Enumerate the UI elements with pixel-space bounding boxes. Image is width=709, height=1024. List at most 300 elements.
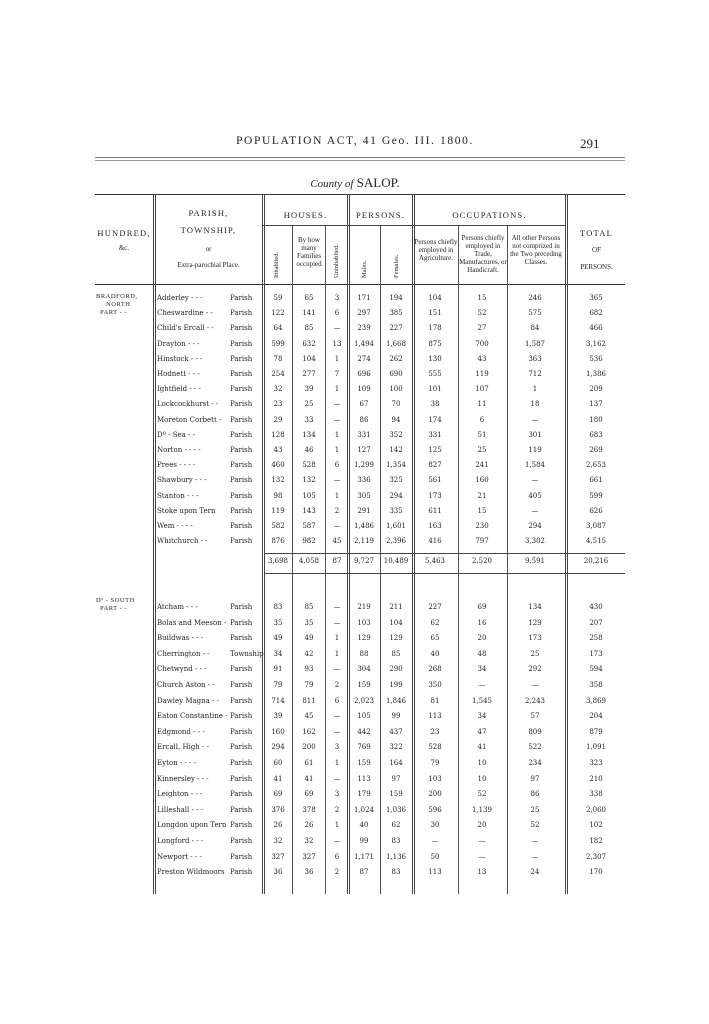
cell-uninhab: 1 [334,446,340,454]
cell-inhab: 60 [273,759,283,767]
cell-other: 173 [528,634,542,643]
parish-name: Longdon upon Tern [157,821,227,830]
parish-header: PARISH, [188,208,229,218]
cell-inhab: 79 [273,681,283,689]
cell-total: 1,386 [585,370,607,378]
cell-females: 690 [389,370,403,378]
county-title [200,175,510,191]
cell-fam: 132 [302,476,316,485]
table-row [0,712,709,728]
cell-males: 304 [357,665,371,674]
total-uninhab: 87 [332,557,342,565]
place-type: Parish [230,294,253,302]
cell-trade: 34 [477,712,487,721]
cell-trade: 27 [477,324,487,333]
cell-uninhab: — [333,415,341,424]
cell-agri: 30 [430,821,440,830]
table-row [0,355,709,371]
place-type: Parish [230,461,253,470]
cell-males: 40 [359,821,369,830]
cell-females: 294 [389,491,403,500]
total-of-header: OF [592,246,601,254]
cell-inhab: 91 [273,665,283,674]
cell-females: 437 [389,727,403,736]
cell-trade: 41 [477,743,487,752]
place-type: Parish [230,506,253,515]
cell-total: 269 [589,446,603,454]
cell-other: — [531,837,539,845]
cell-inhab: 49 [273,634,283,643]
table-row [0,681,709,697]
agriculture-header: Persons chiefly employed in Agriculture. [414,238,458,262]
cell-other: 294 [528,522,542,530]
cell-females: 62 [391,821,401,830]
table-row [0,837,709,853]
cell-fam: 93 [304,665,314,674]
cell-uninhab: 1 [334,385,340,394]
cell-total: 3,087 [585,522,607,530]
cell-inhab: 32 [273,837,283,845]
cell-inhab: 26 [273,821,283,830]
cell-total: 358 [589,681,603,689]
cell-females: 1,136 [385,852,407,861]
cell-other: — [531,681,539,689]
cell-trade: 6 [479,415,485,424]
cell-other: 405 [528,491,542,500]
cell-inhab: 78 [273,354,283,363]
cell-uninhab: 1 [334,430,340,439]
place-type: Parish [230,712,253,721]
cell-inhab: 59 [273,294,283,302]
cell-trade: 797 [475,537,489,546]
cell-agri: 331 [428,430,442,439]
table-row [0,806,709,822]
table-row [0,650,709,666]
parish-name: Atcham - - - [157,603,198,611]
cell-inhab: 460 [271,461,285,470]
cell-agri: 174 [428,415,442,424]
parish-name: Child's Ercall - - [157,324,214,333]
cell-males: 331 [357,430,371,439]
cell-males: 2,023 [353,696,375,705]
place-type: Parish [230,665,253,674]
persons-header: PERSONS. [355,210,406,220]
cell-total: 594 [589,665,603,674]
total-inhab: 3,698 [267,557,289,565]
cell-total: 626 [589,506,603,515]
parish-name: Newport - - - [157,852,202,861]
place-type: Parish [230,681,253,689]
cell-inhab: 29 [273,415,283,424]
cell-fam: 85 [304,603,314,611]
cell-other: 119 [528,446,542,454]
cell-males: 336 [357,476,371,485]
cell-males: 179 [357,790,371,799]
place-type: Parish [230,400,253,409]
parish-name: Church Aston - - [157,681,215,689]
place-type: Parish [230,727,253,736]
cell-inhab: 122 [271,309,285,318]
page-number: 291 [580,136,600,151]
cell-agri: 227 [428,603,442,611]
cell-trade: 160 [475,476,489,485]
cell-fam: 143 [302,506,316,515]
parish-name: Leighton - - - [157,790,203,799]
cell-inhab: 119 [271,506,285,515]
cell-uninhab: 1 [334,491,340,500]
cell-agri: 350 [428,681,442,689]
cell-females: 1,354 [385,461,407,470]
cell-agri: 555 [428,370,442,378]
parish-or: or [205,245,212,253]
total-total: 20,216 [583,557,609,565]
parish-name: Preston Wildmoors [157,868,225,877]
cell-males: 305 [357,491,371,500]
cell-trade: 241 [475,461,489,470]
cell-other: 134 [528,603,542,611]
cell-trade: 15 [477,294,487,302]
cell-inhab: 98 [273,491,283,500]
header-rule [95,157,625,161]
place-type: Parish [230,821,253,830]
cell-agri: 200 [428,790,442,799]
females-header: Females. [393,254,400,278]
table-row [0,790,709,806]
parish-name: Hodnett - - - [157,370,200,378]
cell-agri: 79 [430,759,440,767]
cell-fam: 528 [302,461,316,470]
inhabited-header: Inhabited. [273,251,280,278]
cell-uninhab: — [333,712,341,721]
cell-total: 466 [589,324,603,333]
cell-uninhab: 1 [334,634,340,643]
cell-males: 159 [357,681,371,689]
cell-males: 88 [359,649,369,658]
cell-fam: 26 [304,821,314,830]
cell-inhab: 582 [271,522,285,530]
cell-agri: 81 [430,696,440,705]
cell-other: 86 [530,790,540,799]
cell-females: 325 [389,476,403,485]
cell-females: 164 [389,759,403,767]
place-type: Parish [230,522,253,530]
cell-uninhab: 6 [334,852,340,861]
parish-name: Kinnersley - - - [157,774,209,783]
cell-males: 87 [359,868,369,877]
cell-agri: 50 [430,852,440,861]
cell-males: 105 [357,712,371,721]
total-agri: 5,463 [424,557,446,565]
cell-fam: 41 [304,774,314,783]
cell-trade: 48 [477,649,487,658]
cell-trade: 20 [477,634,487,643]
parish-name: Whitchurch - - [157,537,208,546]
place-type: Parish [230,759,253,767]
running-head: POPULATION ACT, 41 Geo. III. 1800. [236,135,474,147]
cell-uninhab: 7 [334,370,340,378]
cell-males: 86 [359,415,369,424]
cell-total: 209 [589,385,603,394]
cell-agri: 113 [428,868,442,877]
cell-total: 1,091 [585,743,607,752]
cell-other: 25 [530,649,540,658]
cell-other: 2,243 [524,696,546,705]
cell-inhab: 69 [273,790,283,799]
cell-females: 142 [389,446,403,454]
parish-name: Cherrington - - [157,649,210,658]
cell-inhab: 160 [271,727,285,736]
table-row [0,728,709,744]
cell-females: 335 [389,506,403,515]
cell-other: 522 [528,743,542,752]
parish-name: Lilleshall - - - [157,805,204,814]
cell-other: 57 [530,712,540,721]
place-type: Parish [230,837,253,845]
cell-fam: 277 [302,370,316,378]
cell-total: 207 [589,618,603,627]
cell-other: 52 [530,821,540,830]
cell-trade: 43 [477,354,487,363]
cell-total: 210 [589,774,603,783]
table-row [0,416,709,432]
cell-fam: 85 [304,324,314,333]
cell-females: 1,601 [385,522,407,530]
cell-uninhab: 3 [334,294,340,302]
cell-uninhab: 45 [332,537,342,546]
cell-females: 159 [389,790,403,799]
cell-females: 262 [389,354,403,363]
table-row [0,507,709,523]
cell-males: 696 [357,370,371,378]
cell-fam: 378 [302,805,316,814]
county-prefix: County of [310,178,354,190]
cell-other: 246 [528,294,542,302]
cell-other: 84 [530,324,540,333]
cell-uninhab: 6 [334,309,340,318]
cell-total: 430 [589,603,603,611]
cell-fam: 42 [304,649,314,658]
cell-total: 323 [589,759,603,767]
cell-females: 2,396 [385,537,407,546]
total-persons-header: PERSONS. [580,263,613,271]
cell-agri: 130 [428,354,442,363]
table-row [0,743,709,759]
township-header: TOWNSHIP, [180,225,237,235]
cell-agri: 173 [428,491,442,500]
table-row [0,759,709,775]
cell-females: 104 [389,618,403,627]
cell-other: 1 [532,385,538,394]
cell-other: 24 [530,868,540,877]
table-row [0,821,709,837]
cell-uninhab: — [333,774,341,783]
cell-trade: 1,545 [471,696,493,705]
cell-uninhab: 1 [334,759,340,767]
place-type: Parish [230,868,253,877]
table-row [0,619,709,635]
cell-total: 258 [589,634,603,643]
cell-fam: 39 [304,385,314,394]
place-type: Parish [230,309,253,318]
cell-females: 322 [389,743,403,752]
cell-trade: 119 [475,370,489,378]
cell-fam: 982 [302,537,316,546]
place-type: Parish [230,430,253,439]
table-row [0,461,709,477]
place-type: Parish [230,634,253,643]
place-type: Township [230,649,264,658]
cell-other: 575 [528,309,542,318]
cell-trade: 11 [477,400,487,409]
cell-trade: 230 [475,522,489,530]
cell-agri: 104 [428,294,442,302]
totals-rule [264,553,625,554]
cell-total: 536 [589,354,603,363]
place-type: Parish [230,354,253,363]
cell-trade: 10 [477,759,487,767]
cell-males: 769 [357,743,371,752]
table-top-rule [95,194,625,195]
hundred-sub-header: &c. [118,244,130,252]
cell-males: 129 [357,634,371,643]
parish-name: Bolas and Meeson - [157,618,227,627]
table-row [0,775,709,791]
cell-males: 291 [357,506,371,515]
cell-trade: 52 [477,790,487,799]
cell-total: 682 [589,309,603,318]
place-type: Parish [230,476,253,485]
cell-fam: 61 [304,759,314,767]
cell-inhab: 714 [271,696,285,705]
cell-fam: 632 [302,339,316,348]
table-row [0,522,709,538]
cell-agri: 528 [428,743,442,752]
total-trade: 2,520 [471,557,493,565]
place-type: Parish [230,774,253,783]
cell-fam: 69 [304,790,314,799]
cell-uninhab: 6 [334,696,340,705]
cell-fam: 49 [304,634,314,643]
cell-inhab: 254 [271,370,285,378]
table-header-rule [95,284,625,285]
other-header: All other Persons not comprized in the Two preceding Classes. [510,234,562,266]
cell-other: 25 [530,805,540,814]
parish-name: Eyton - - - - [157,759,196,767]
table-row [0,309,709,325]
cell-males: 103 [357,618,371,627]
cell-inhab: 327 [271,852,285,861]
table-row [0,324,709,340]
cell-males: 297 [357,309,371,318]
cell-fam: 32 [304,837,314,845]
place-type: Parish [230,415,253,424]
hundred-header: HUNDRED, [97,228,151,238]
cell-females: 227 [389,324,403,333]
cell-other: 292 [528,665,542,674]
cell-inhab: 876 [271,537,285,546]
cell-other: 234 [528,759,542,767]
cell-females: 83 [391,837,401,845]
cell-uninhab: 3 [334,743,340,752]
males-header: Males. [361,260,368,278]
subheader-rule [262,225,565,226]
cell-agri: 178 [428,324,442,333]
cell-males: 1,171 [353,852,375,861]
place-type: Parish [230,324,253,333]
cell-other: 809 [528,727,542,736]
cell-inhab: 64 [273,324,283,333]
cell-fam: 104 [302,354,316,363]
cell-inhab: 36 [273,868,283,877]
cell-other: 18 [530,400,540,409]
cell-agri: 23 [430,727,440,736]
cell-total: 3,869 [585,696,607,705]
parish-name: Chetwynd - - - [157,665,207,674]
cell-fam: 65 [304,294,314,302]
cell-trade: 700 [475,339,489,348]
table-row [0,340,709,356]
cell-males: 113 [357,774,371,783]
parish-name: Shawbury - - - [157,476,207,485]
place-type: Parish [230,696,253,705]
cell-trade: 13 [477,868,487,877]
cell-females: 99 [391,712,401,721]
cell-males: 67 [359,400,369,409]
cell-trade: 16 [477,618,487,627]
parish-name: Edgmond - - - [157,727,205,736]
parish-name: Moreton Corbett - [157,415,222,424]
cell-females: 83 [391,868,401,877]
cell-agri: 101 [428,385,442,394]
parish-name: Dawley Magna - - [157,696,220,705]
place-type: Parish [230,618,253,627]
cell-other: — [531,415,539,424]
cell-fam: 46 [304,446,314,454]
cell-agri: — [431,837,439,845]
cell-males: 1,494 [353,339,375,348]
cell-females: 199 [389,681,403,689]
cell-total: 137 [589,400,603,409]
cell-agri: 113 [428,712,442,721]
cell-trade: 15 [477,506,487,515]
cell-uninhab: 2 [334,681,340,689]
parish-name: Stanton - - - [157,491,199,500]
cell-females: 97 [391,774,401,783]
table-row [0,537,709,553]
cell-other: — [531,506,539,515]
cell-inhab: 35 [273,618,283,627]
cell-females: 352 [389,430,403,439]
cell-fam: 327 [302,852,316,861]
cell-females: 100 [389,385,403,394]
cell-females: 194 [389,294,403,302]
cell-agri: 596 [428,805,442,814]
place-type: Parish [230,446,253,454]
cell-total: 204 [589,712,603,721]
cell-total: 879 [589,727,603,736]
cell-inhab: 41 [273,774,283,783]
occupations-header: OCCUPATIONS. [452,210,527,220]
table-row [0,603,709,619]
cell-uninhab: — [333,476,341,485]
cell-trade: 52 [477,309,487,318]
cell-trade: 21 [477,491,487,500]
cell-uninhab: 13 [332,339,342,348]
cell-trade: — [478,681,486,689]
total-header: TOTAL [579,228,614,238]
cell-total: 182 [589,837,603,845]
cell-uninhab: — [333,837,341,845]
